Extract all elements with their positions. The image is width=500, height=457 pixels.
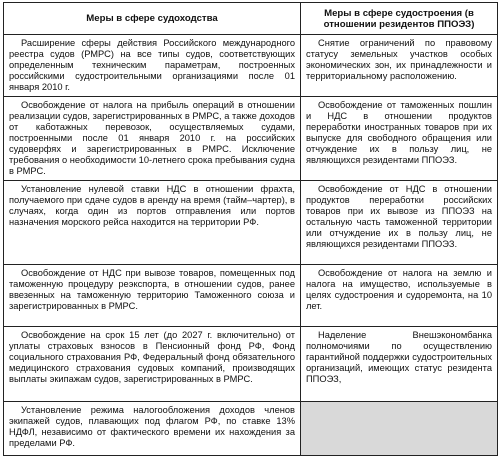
shipping-measure-cell: Установление режима налогообложения доходов членов экипажей судов, плавающих под флагом РФ, по ставке 13% НДФЛ, независимо от фактического времени их нахождения за пределами РФ. — [4, 402, 301, 456]
shipping-measure-cell: Освобождение от налога на прибыль операций в отношении реализации судов, зарегистрированных в РМРС, а также доходов от каботажных перевозок, осуществляемых судами, построенными после 01 января 2010 г. на российских судоверфях и зарегистрированных в РМРС. Исключение требования о необходимости 10-летнего срока пребывания судна в РМРС. — [4, 97, 301, 181]
table-header-row — [4, 3, 498, 35]
shipping-measure-cell: Расширение сферы действия Российского международного реестра судов (РМРС) на все типы судов, соответствующих определенным техническим параметрам, построенных российскими судостроительными организациями после 01 января 2010 г. — [4, 35, 301, 97]
shipping-measure-cell: Освобождение от НДС при вывозе товаров, помещенных под таможенную процедуру реэкспорта, в отношении судов, ранее ввезенных на таможенную территорию Таможенного союза и зарегистрированных в РМРС. — [4, 265, 301, 327]
shipbuilding-measure-cell: Снятие ограничений по правовому статусу земельных участков особых экономических зон, их принадлежности и территориальному расположению. — [301, 35, 498, 97]
table-row — [4, 402, 498, 456]
shipping-measure-cell: Установление нулевой ставки НДС в отношении фрахта, получаемого при сдаче судов в аренду на время (тайм–чартер), в случаях, когда один из портов отправления или портов назначения морского рейса находится на территории РФ. — [4, 181, 301, 265]
table-row — [4, 35, 498, 97]
shipbuilding-measure-cell: Наделение Внешэкономбанка полномочиями по осуществлению гарантийной поддержки судостроительных организаций, имеющих статус резидента ППОЭЗ, — [301, 327, 498, 402]
header-shipbuilding-measures: Меры в сфере судостроения (в отношении резидентов ППОЭЗ) — [301, 3, 498, 35]
shipbuilding-measure-cell: Освобождение от налога на землю и налога на имущество, используемые в целях судостроения и судоремонта, на 10 лет. — [301, 265, 498, 327]
table-row — [4, 97, 498, 181]
table-row — [4, 265, 498, 327]
table-row — [4, 327, 498, 402]
measures-table — [3, 2, 498, 456]
table-row — [4, 181, 498, 265]
header-shipping-measures: Меры в сфере судоходства — [4, 3, 301, 35]
shipping-measure-cell: Освобождение на срок 15 лет (до 2027 г. включительно) от уплаты страховых взносов в Пенсионный фонд РФ, Фонд социального страхования РФ, Федеральный фонд обязательного медицинского страхования судовых компаний, производящих выплаты экипажам судов, зарегистрированных в РМРС. — [4, 327, 301, 402]
empty-shaded-cell — [301, 402, 498, 456]
shipbuilding-measure-cell: Освобождение от таможенных пошлин и НДС в отношении продуктов переработки иностранных товаров при их выпуске для свободного обращения или отчуждение их в пользу лиц, не являющихся резидентами ППОЭЗ. — [301, 97, 498, 181]
shipbuilding-measure-cell: Освобождение от НДС в отношении продуктов переработки российских товаров при их вывозе из ППОЭЗ на остальную часть таможенной территории или отчуждение их в пользу лиц, не являющихся резидентами ППОЭЗ. — [301, 181, 498, 265]
